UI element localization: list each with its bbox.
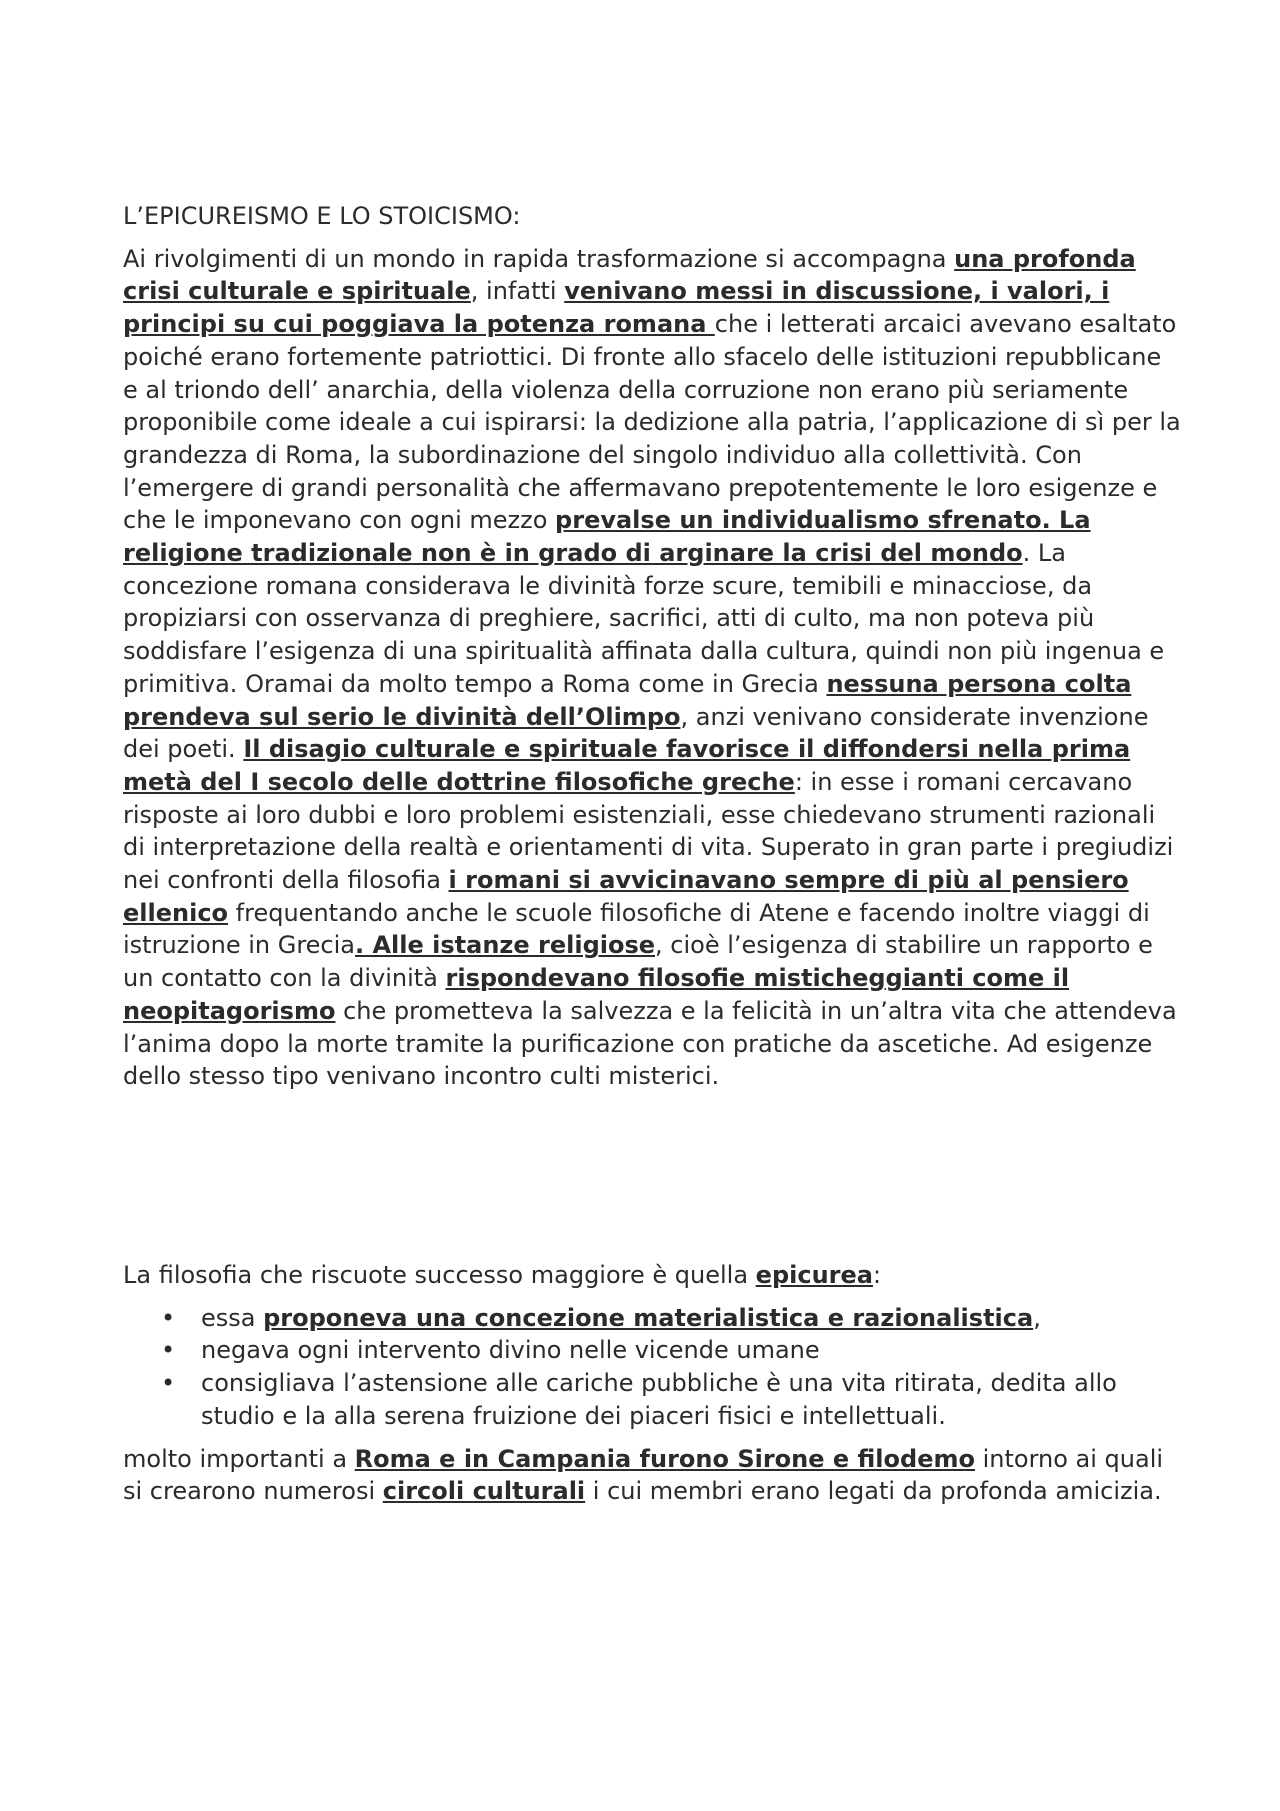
highlighted-text: . Alle istanze religiose: [355, 931, 656, 960]
highlighted-text: circoli culturali: [382, 1477, 586, 1506]
bullet-icon: •: [161, 1336, 176, 1365]
highlighted-text: proponeva una concezione materialistica e razionalistica: [263, 1303, 1034, 1332]
document-title: L’EPICUREISMO E LO STOICISMO:: [123, 202, 521, 230]
body-text: : in esse i romani cercavano risposte ai loro dubbi e loro problemi esistenziali, esse chiedevano strumenti razionali di interpretazione della realtà e orientamenti di vita. Superato in gran parte i pregiudizi nei confronti della filosofia: [123, 767, 1174, 895]
bullet-icon: •: [161, 1303, 176, 1332]
paragraph-circoli: [123, 1443, 1183, 1508]
highlighted-text: venivano messi in discussione, i valori, i principi su cui poggiava la potenza romana: [123, 277, 1110, 339]
body-text: essa: [201, 1303, 264, 1332]
highlighted-text: i romani si avvicinavano sempre di più al pensiero ellenico: [123, 866, 1129, 927]
body-text: , cioè l’esigenza di stabilire un rapporto e un contatto con la divinità: [123, 931, 1153, 993]
body-text: i cui membri erano legati da profonda amicizia.: [585, 1477, 1162, 1506]
body-text: che prometteva la salvezza e la felicità in un’altra vita che attendeva l’anima dopo la morte tramite la purificazione con pratiche da ascetiche. Ad esigenze dello stesso tipo venivano incontro culti misterici.: [123, 996, 1177, 1091]
list-item-text: [201, 1369, 1117, 1430]
body-text: consigliava l’astensione alle cariche pubbliche è una vita ritirata, dedita allo studio e la alla serena fruizione dei piaceri fisici e intellettuali.: [201, 1369, 1117, 1430]
list-item-text: [201, 1304, 1041, 1332]
list-item-text: [201, 1336, 820, 1364]
highlighted-text: una profonda crisi culturale e spirituale: [123, 244, 1136, 306]
body-text: Ai rivolgimenti di un mondo in rapida trasformazione si accompagna: [123, 244, 955, 273]
list-item: [123, 1302, 1183, 1335]
bullet-icon: •: [161, 1369, 176, 1398]
highlighted-text: Roma e in Campania furono Sirone e filodemo: [354, 1444, 975, 1473]
body-text: , anzi venivano considerate invenzione dei poeti.: [123, 702, 1149, 764]
list-item: [123, 1334, 1183, 1367]
body-text: intorno ai quali si crearono numerosi: [123, 1444, 1164, 1506]
paragraph-epicurea: [123, 1259, 1183, 1292]
body-text: negava ogni intervento divino nelle vicende umane: [201, 1336, 820, 1365]
bullet-list: [123, 1302, 1183, 1433]
highlighted-text: prevalse un individualismo sfrenato. La religione tradizionale non è in grado di arginare la crisi del mondo: [123, 506, 1091, 568]
paragraph-intro: [123, 243, 1183, 1093]
body-text: , infatti: [470, 277, 565, 306]
list-item: [123, 1367, 1183, 1432]
body-text: :: [872, 1260, 882, 1289]
highlighted-text: nessuna persona colta prendeva sul serio le divinità dell’Olimpo: [123, 669, 1132, 731]
body-text: molto importanti a: [123, 1444, 355, 1473]
document-content: [123, 200, 1183, 1508]
body-text: che i letterati arcaici avevano esaltato poiché erano fortemente patriottici. Di fronte allo sfacelo delle istituzioni repubblicane e al triondo dell’ anarchia, della violenza della corruzione non erano più seriamente proponibile come ideale a cui ispirarsi: la dedizione alla patria, l’applicazione di sì per la grandezza di Roma, la subordinazione del singolo individuo alla collettività. Con l’emergere di grandi personalità che affermavano prepotentemente le loro esigenze e che le imponevano con ogni mezzo: [123, 310, 1181, 535]
highlighted-text: rispondevano filosofie misticheggianti come il neopitagorismo: [123, 964, 1070, 1025]
highlighted-text: epicurea: [755, 1260, 873, 1289]
body-text: La filosofia che riscuote successo maggiore è quella: [123, 1260, 756, 1289]
body-text: . La concezione romana considerava le divinità forze scure, temibili e minacciose, da propiziarsi con osservanza di preghiere, sacrifici, atti di culto, ma non poteva più soddisfare l’esigenza di una spiritualità affinata dalla cultura, quindi non più ingenua e primitiva. Oramai da molto tempo a Roma come in Grecia: [123, 539, 1165, 698]
blank-space: [123, 1093, 1183, 1259]
body-text: ,: [1033, 1303, 1041, 1332]
highlighted-text: Il disagio culturale e spirituale favorisce il diffondersi nella prima metà del I secolo delle dottrine filosofiche greche: [123, 735, 1131, 796]
body-text: frequentando anche le scuole filosofiche di Atene e facendo inoltre viaggi di istruzione in Grecia: [123, 898, 1150, 960]
